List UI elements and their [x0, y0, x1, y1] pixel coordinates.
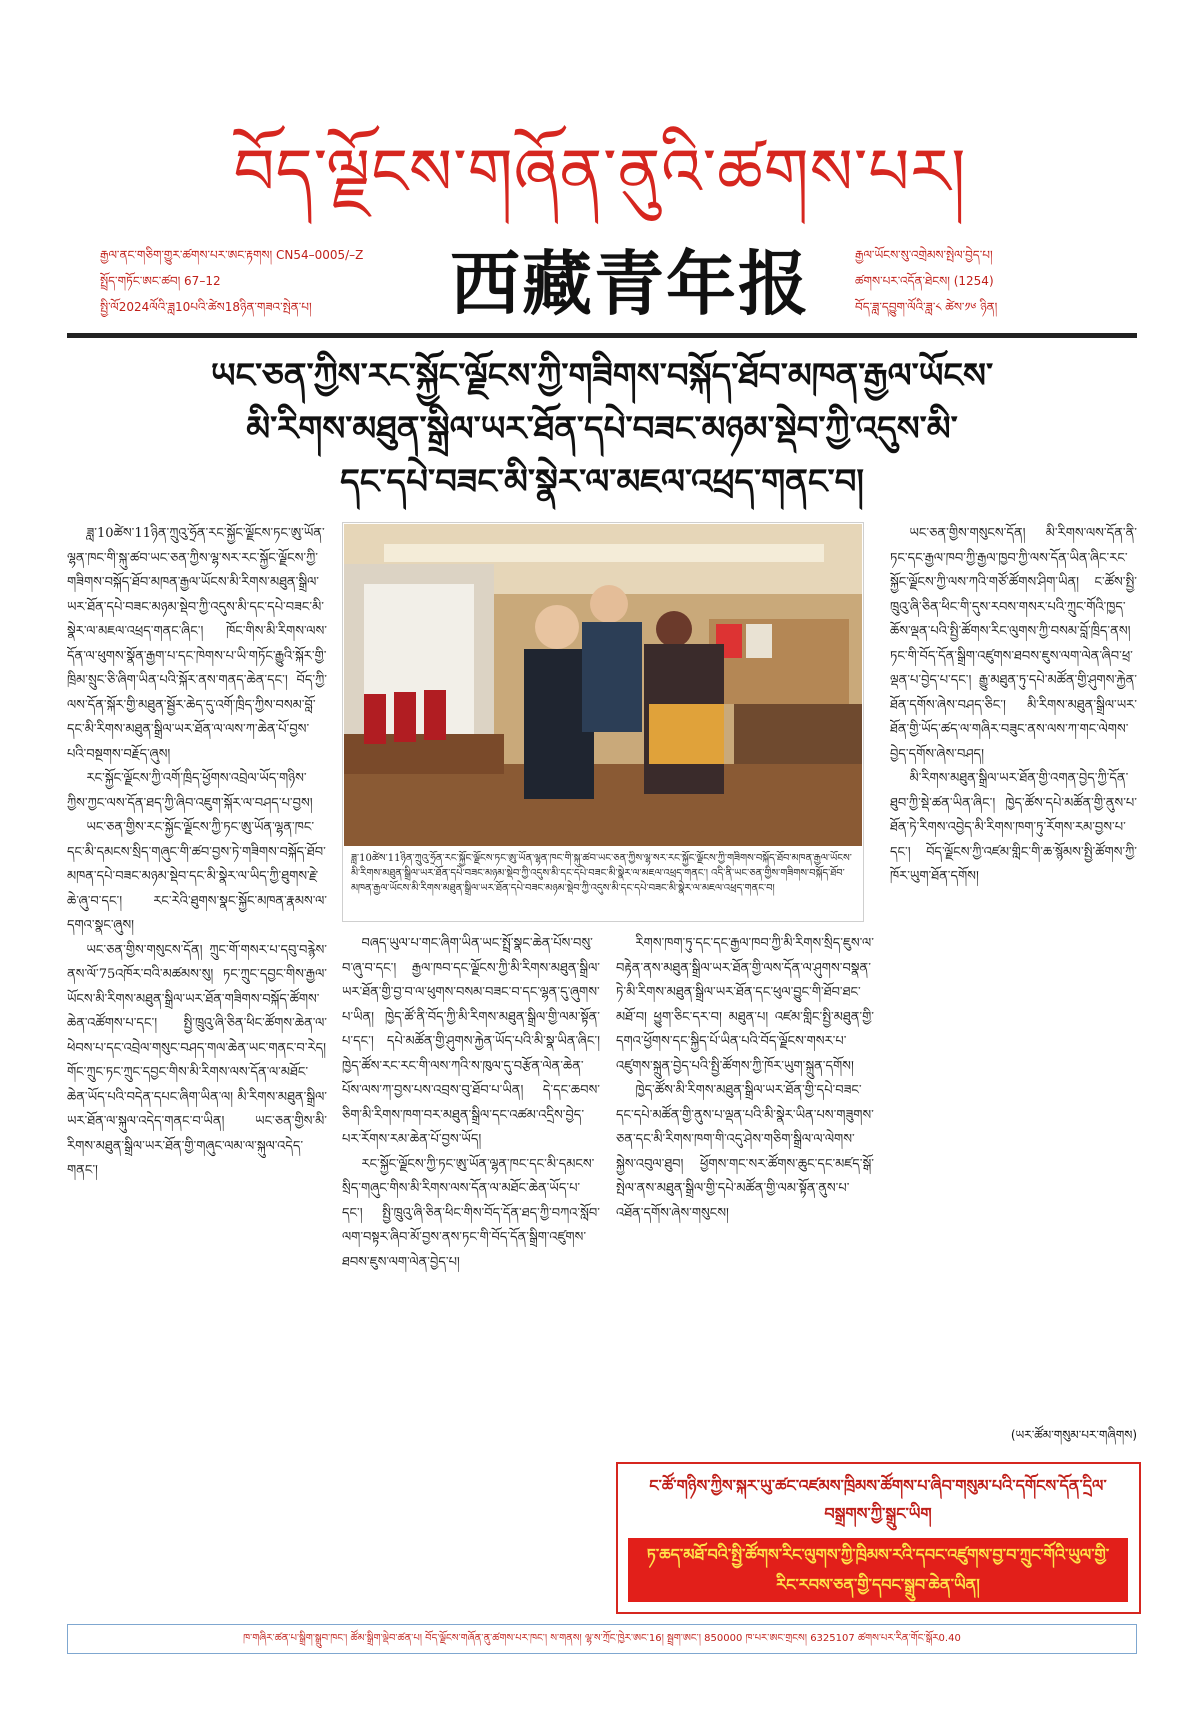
news-photo-block: [342, 522, 864, 922]
masthead-tibetan-title: བོད་ལྗོངས་གཞོན་ནུའི་ཚགས་པར།: [233, 136, 967, 210]
info-line: རྒྱལ་ཡོངས་སུ་འགྲེམས་སྤེལ་བྱེད་པ།: [855, 248, 993, 262]
article-paragraph: བཞད་ཡུལ་པ་གང་ཞིག་ཡིན་ཡང་སྤྲོ་སྣང་ཆེན་པོས་བསུ་བ་ཞུ་བ་དང་། རྒྱལ་ཁབ་དང་ལྗོངས་ཀྱི་མི་རིགས་མཐུན་སྒྲིལ་ཡར་ཐོན་གྱི་བྱ་བ་ལ་ཕུགས་བསམ་བཟང་བ་དང་ལྷན་དུ་ཞུགས་པ་ཡིན། ཁྱེད་ཚོ་ནི་བོད་ཀྱི་མི་རིགས་མཐུན་སྒྲིལ་གྱི་ལམ་སྟོན་པ་དང་། དཔེ་མཚོན་གྱི་ཤུགས་རྐྱེན་ཡོད་པའི་མི་སྣ་ཡིན་ཞིང་། ཁྱེད་ཚོས་རང་རང་གི་ལས་ཀའི་ས་ཁུལ་དུ་བརྩོན་ལེན་ཆེན་པོས་ལས་ཀ་བྱས་པས་འབྲས་བུ་ཐོབ་པ་ཡིན། དེ་དང་ཆབས་ཅིག་མི་རིགས་ཁག་བར་མཐུན་སྒྲིལ་དང་འཚམ་འདྲིས་བྱེད་པར་རོགས་རམ་ཆེན་པོ་བྱས་ཡོད།: [342, 936, 600, 1147]
footer-imprint: ཁ་གཞིར་ཚན་པ་སྒྲིག་སྒྲུབ་ཁང་། ཚོམ་སྒྲིག་ལྡེབ་ཚན་པ། བོད་ལྗོངས་གཞོན་ནུ་ཚགས་པར་ཁང་། ས་གནས། ལྷ་ས་ཀྲོང་ཁྱེར་ཨང་16། སྦྲག་ཨང་། 850000 ཁ་པར་ཨང་གྲངས། 6325107 ཚགས་པར་རིན་གོང་སྒོར0.40: [67, 1624, 1137, 1654]
article-column-4: [890, 522, 1137, 1432]
article-column-2: [342, 932, 600, 1602]
photo-caption: ཟླ་10ཚེས་11ཉིན་ཀྲུའུ་ཧྲོན་རང་སྐྱོང་ལྗོངས་ཏང་ཨུ་ཡོན་ལྷན་ཁང་གི་སྐུ་ཚབ་ཡང་ཅན་ཀྱིས་ལྷ་སར་རང་སྐྱོང་ལྗོངས་ཀྱི་གཟིགས་བསྐོད་ཐོབ་མཁན་རྒྱལ་ཡོངས་མི་རིགས་མཐུན་སྒྲིལ་ཡར་ཐོན་དཔེ་བཟང་མཉམ་སྡེབ་ཀྱི་འདུས་མི་དང་དཔེ་བཟང་མི་སྣེར་ལ་མཇལ་འཕྲད་གནང་། འདི་ནི་ཡང་ཅན་གྱིས་གཟིགས་བསྐོད་ཐོབ་མཁན་རྒྱལ་ཡོངས་མི་རིགས་མཐུན་སྒྲིལ་ཡར་ཐོན་དཔེ་བཟང་མཉམ་སྡེབ་ཀྱི་འདུས་མི་དང་དཔེ་བཟང་མི་སྣེར་ལ་མཇལ་འཕྲད་གནང་བ།: [351, 853, 852, 894]
info-line: ཚགས་པར་འདོན་ཐེངས། (1254): [855, 274, 994, 288]
headline-line: དང་དཔེ་བཟང་མི་སྣེར་ལ་མཇལ་འཕྲད་གནང་བ།: [340, 462, 864, 502]
article-paragraph: ཡང་ཅན་གྱིས་གསུངས་དོན། ཀྲུང་གོ་གསར་པ་དབུ་བརྙེས་ནས་ལོ་75འཁོར་བའི་མཚམས་སུ། ཏང་ཀྲུང་དབྱང་གིས་རྒྱལ་ཡོངས་མི་རིགས་མཐུན་སྒྲིལ་ཡར་ཐོན་གཟིགས་བསྐོད་ཚོགས་ཆེན་འཚོགས་པ་དང་། སྤྱི་ཁྲུའུ་ཞི་ཅིན་ཕིང་ཚོགས་ཆེན་ལ་ཕེབས་པ་དང་འབྲེལ་གསུང་བཤད་གལ་ཆེན་ཡང་གནང་བ་རེད། གོང་ཀྲུང་ཏང་ཀྲུང་དབྱང་གིས་མི་རིགས་ལས་དོན་ལ་མཐོང་ཆེན་ཡོད་པའི་བདེན་དཔང་ཞིག་ཡིན་ལ། མི་རིགས་མཐུན་སྒྲིལ་ཡར་ཐོན་ལ་སྐུལ་འདེད་གནང་བ་ཡིན། ཡང་ཅན་གྱིས་མི་རིགས་མཐུན་སྒྲིལ་ཡར་ཐོན་གྱི་གཞུང་ལམ་ལ་སྐུལ་འདེད་གནང་།: [67, 942, 327, 1178]
info-line: སྤྲོད་གཏོང་ཨང་ཚབ། 67–12: [100, 274, 221, 288]
publication-info-left: [100, 242, 430, 320]
headline: [67, 350, 1137, 515]
article-paragraph: ཟླ་10ཚེས་11ཉིན་ཀྲུའུ་ཧྲོན་རང་སྐྱོང་ལྗོངས་ཏང་ཨུ་ཡོན་ལྷན་ཁང་གི་སྐུ་ཚབ་ཡང་ཅན་ཀྱིས་ལྷ་སར་རང་སྐྱོང་ལྗོངས་ཀྱི་གཟིགས་བསྐོད་ཐོབ་མཁན་རྒྱལ་ཡོངས་མི་རིགས་མཐུན་སྒྲིལ་ཡར་ཐོན་དཔེ་བཟང་མཉམ་སྡེབ་ཀྱི་འདུས་མི་དང་དཔེ་བཟང་མི་སྣེར་ལ་མཇལ་འཕྲད་གནང་ཞིང་། ཁོང་གིས་མི་རིགས་ལས་དོན་ལ་ཕུགས་སྣོན་རྒྱག་པ་དང་ཁེགས་པ་ཡི་གཏོང་རྒྱུའི་སྐོར་གྱི་ཁྲིམ་སྲུང་ཅི་ཞིག་ཡིན་པའི་སྐོར་ནས་གནད་ཆེན་དང་། བོད་ཀྱི་ལས་དོན་སྐོར་གྱི་མཐུན་སྦྱོར་ཆེད་དུ་འགོ་ཁྲིད་ཀྱིས་བསམ་བློ་དང་མི་རིགས་མཐུན་སྒྲིལ་ཡར་ཐོན་ལ་ལས་ཀ་ཆེན་པོ་བྱས་པའི་བསྔགས་བརྗོད་ཞུས།: [67, 526, 327, 762]
promo-heading: ང་ཚོ་གཉིས་ཀྱིས་སྐར་ཡུ་ཚང་འཛམས་ཁྲིམས་ཚོགས་པ་ཞིབ་གསུམ་པའི་དགོངས་དོན་དྲིལ་བསྒྲགས་ཀྱི་སྒྲུང་ཡིག: [649, 1476, 1107, 1523]
info-line: བོད་ཟླ་དབྱུག་ལོའི་ཟླ་༨ ཚེས་༡༦ ཉིན།: [855, 300, 998, 314]
article-paragraph: རང་སྐྱོང་ལྗོངས་ཀྱི་འགོ་ཁྲིད་ཕྱོགས་འབྲེལ་ཡོད་གཉིས་ཀྱིས་ཀྱང་ལས་དོན་ཐད་ཀྱི་ཞིབ་འཇུག་སྐོར་ལ་བཤད་པ་བྱས།: [67, 771, 313, 811]
article-paragraph: ཁྱེད་ཚོས་མི་རིགས་མཐུན་སྒྲིལ་ཡར་ཐོན་གྱི་དཔེ་བཟང་དང་དཔེ་མཚོན་གྱི་ནུས་པ་ལྡན་པའི་མི་སྣེར་ཡིན་པས་གཟུགས་ཅན་དང་མི་རིགས་ཁག་གི་འདུ་ཤེས་གཅིག་སྒྲིལ་ལ་ལེགས་སྐྱེས་འབུལ་ཐུབ། ཕྱོགས་གང་སར་ཚོགས་ཆུང་དང་མཛད་སྒོ་སྤེལ་ནས་མཐུན་སྒྲིལ་གྱི་དཔེ་མཚོན་གྱི་ལམ་སྟོན་ནུས་པ་འཐོན་དགོས་ཞེས་གསུངས།: [616, 1083, 874, 1221]
article-paragraph: རིགས་ཁག་ཏུ་དང་དང་རྒྱལ་ཁབ་ཀྱི་མི་རིགས་སྲིད་ཇུས་ལ་བརྟེན་ནས་མཐུན་སྒྲིལ་ཡར་ཐོན་གྱི་ལས་དོན་ལ་ཤུགས་བསྣན་ཏེ་མི་རིགས་མཐུན་སྒྲིལ་ཡར་ཐོན་དང་ཕུལ་བྱུང་གི་ཐོབ་ཐང་མཐོ་བ། ཕྱུག་ཅིང་དར་བ། མཐུན་པ། འཛམ་གླིང་སྤྱི་མཐུན་གྱི་དགའ་ཕྱོགས་དང་སྐྱིད་པོ་ཡིན་པའི་བོད་ལྗོངས་གསར་པ་འཛུགས་སྐྲུན་བྱེད་པའི་སྤྱི་ཚོགས་ཀྱི་ཁོར་ཡུག་སྐྲུན་དགོས།: [616, 936, 874, 1074]
article-paragraph: ཡང་ཅན་གྱིས་རང་སྐྱོང་ལྗོངས་ཀྱི་ཏང་ཨུ་ཡོན་ལྷན་ཁང་དང་མི་དམངས་སྲིད་གཞུང་གི་ཚབ་བྱས་ཏེ་གཟིགས་བསྐོད་ཐོབ་མཁན་དཔེ་བཟང་མཉམ་སྡེབ་དང་མི་སྣེར་ལ་ཡིད་ཀྱི་ཐུགས་རྗེ་ཆེ་ཞུ་བ་དང་། རང་རེའི་ཐུགས་སྣང་སྐྱོང་མཁན་རྣམས་ལ་དགའ་སྣང་ཞུས།: [67, 820, 327, 933]
article-paragraph: ཡང་ཅན་གྱིས་གསུངས་དོན། མི་རིགས་ལས་དོན་ནི་ཏང་དང་རྒྱལ་ཁབ་ཀྱི་རྒྱལ་ཁྱབ་ཀྱི་ལས་དོན་ཡིན་ཞིང་རང་སྐྱོང་ལྗོངས་ཀྱི་ལས་ཀའི་གཙོ་ཚོགས་ཤིག་ཡིན། ང་ཚོས་སྤྱི་ཁྲུའུ་ཞི་ཅིན་ཕིང་གི་དུས་རབས་གསར་པའི་ཀྲུང་གོའི་ཁྱད་ཆོས་ལྡན་པའི་སྤྱི་ཚོགས་རིང་ལུགས་ཀྱི་བསམ་བློ་ཁྲིད་ནས། ཏང་གི་བོད་དོན་སྒྲིག་འཛུགས་ཐབས་ཇུས་ལག་ལེན་ཞིབ་ཕྲ་ལྡན་པ་བྱེད་པ་དང་། རྒྱུ་མཐུན་ཏུ་དཔེ་མཚོན་གྱི་ཤུགས་རྐྱེན་ཐོན་དགོས་ཞེས་བཤད་ཅིང་། མི་རིགས་མཐུན་སྒྲིལ་ཡར་ཐོན་གྱི་ཡོད་ཚད་ལ་གཞིར་བཟུང་ནས་ལས་ཀ་གང་ལེགས་བྱེད་དགོས་ཞེས་བཤད།: [890, 526, 1137, 762]
publication-info-right: [855, 242, 1115, 320]
promo-banner: ཏ་ཆད་མཐོ་བའི་སྤྱི་ཚོགས་རིང་ལུགས་ཀྱི་ཁྲིམས་རའི་དབང་འཛུགས་བྱ་བ་ཀྲུང་གོའི་ཡུལ་གྱི་རིང་རབས་ཅན་གྱི་དབང་སྒྲུབ་ཆེན་ཡིན།: [628, 1538, 1128, 1602]
article-column-3: [616, 932, 874, 1432]
article-paragraph: མི་རིགས་མཐུན་སྒྲིལ་ཡར་ཐོན་གྱི་འགན་བྱེད་ཀྱི་དོན་ཐུབ་ཀྱི་སྡེ་ཚན་ཡིན་ཞིང་། ཁྱེད་ཚོས་དཔེ་མཚོན་གྱི་ནུས་པ་ཐོན་ཏེ་རིགས་འབྱེད་མི་རིགས་ཁག་ཏུ་རོགས་རམ་བྱས་པ་དང་། བོད་ལྗོངས་ཀྱི་འཛམ་གླིང་གི་ཆ་སྙོམས་སྤྱི་ཚོགས་ཀྱི་ཁོར་ཡུག་ཐོན་དགོས།: [890, 771, 1137, 884]
masthead-divider: [67, 333, 1137, 338]
headline-line: ཡང་ཅན་ཀྱིས་རང་སྐྱོང་ལྗོངས་ཀྱི་གཟིགས་བསྐོད་ཐོབ་མཁན་རྒྱལ་ཡོངས་: [210, 356, 994, 396]
promo-box: [616, 1462, 1141, 1614]
continued-note: (ཡར་ཚོམ་གསུམ་པར་གཞིགས): [1010, 1428, 1137, 1442]
article-column-1: [67, 522, 327, 1602]
headline-line: མི་རིགས་མཐུན་སྒྲིལ་ཡར་ཐོན་དཔེ་བཟང་མཉམ་སྡེབ་ཀྱི་འདུས་མི་: [246, 409, 958, 449]
news-photo: [344, 524, 862, 846]
article-paragraph: རང་སྐྱོང་ལྗོངས་ཀྱི་ཏང་ཨུ་ཡོན་ལྷན་ཁང་དང་མི་དམངས་སྲིད་གཞུང་གིས་མི་རིགས་ལས་དོན་ལ་མཐོང་ཆེན་ཡོད་པ་དང་། སྤྱི་ཁྲུའུ་ཞི་ཅིན་ཕིང་གིས་བོད་དོན་ཐད་ཀྱི་བཀའ་སློབ་ལག་བསྟར་ཞིབ་མོ་བྱས་ནས་ཏང་གི་བོད་དོན་སྒྲིག་འཛུགས་ཐབས་ཇུས་ལག་ལེན་བྱེད་པ།: [342, 1156, 600, 1270]
info-line: རྒྱལ་ནང་གཅིག་གྱུར་ཚགས་པར་ཨང་རྟགས། CN54–0005/–Z: [100, 248, 364, 262]
info-line: སྤྱི་ལོ2024ལོའི་ཟླ10པའི་ཚེས18ཉིན་གཟའ་སྤེན་པ།: [100, 300, 312, 314]
masthead-chinese-title: 西藏青年报: [450, 242, 810, 325]
